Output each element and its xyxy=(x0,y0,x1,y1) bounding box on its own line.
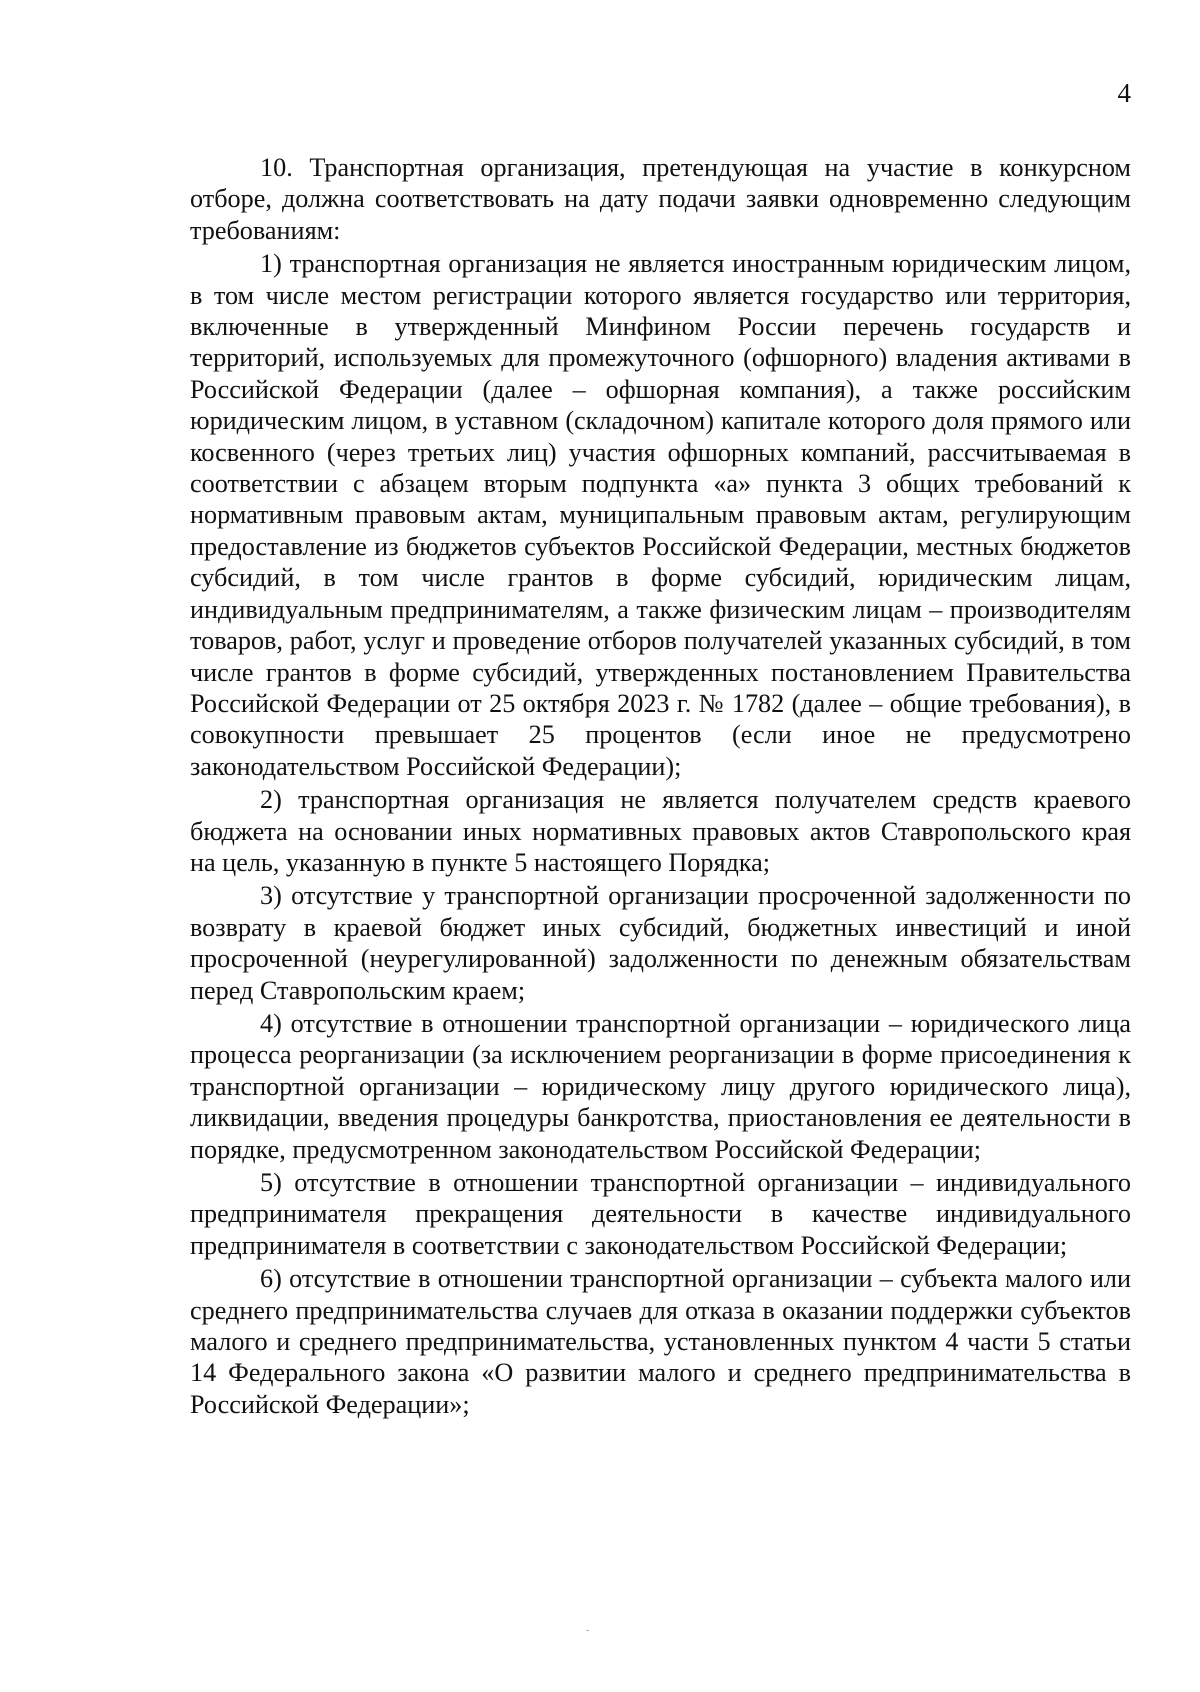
page-number: 4 xyxy=(1117,78,1131,108)
paragraph-subitem-5: 5) отсутствие в отношении транспортной организации – индивидуального предпринимателя прекращения деятельности в качестве индивидуального предпринимателя в соответствии с законодательством Российской Федерации; xyxy=(190,1168,1131,1260)
paragraph-item-10: 10. Транспортная организация, претендующая на участие в конкурсном отборе, должна соответствовать на дату подачи заявки одновременно следующим требованиям: xyxy=(190,153,1131,245)
paragraph-subitem-1: 1) транспортная организация не является иностранным юридическим лицом, в том числе местом регистрации которого является государство или территория, включенные в утвержденный Минфином России перечень государств и территорий, используемых для промежуточного (офшорного) владения активами в Российской Федерации (далее – офшорная компания), а также российским юридическим лицом, в уставном (складочном) капитале которого доля прямого или косвенного (через третьих лиц) участия офшорных компаний, рассчитываемая в соответствии с абзацем вторым подпункта «а» пункта 3 общих требований к нормативным правовым актам, муниципальным правовым актам, регулирующим предоставление из бюджетов субъектов Российской Федерации, местных бюджетов субсидий, в том числе грантов в форме субсидий, юридическим лицам, индивидуальным предпринимателям, а также физическим лицам – производителям товаров, работ, услуг и проведение отборов получателей указанных субсидий, в том числе грантов в форме субсидий, утвержденных постановлением Правительства Российской Федерации от 25 октября 2023 г. № 1782 (далее – общие требования), в совокупности превышает 25 процентов (если иное не предусмотрено законодательством Российской Федерации); xyxy=(190,249,1131,781)
paragraph-subitem-4: 4) отсутствие в отношении транспортной организации – юридического лица процесса реорганизации (за исключением реорганизации в форме присоединения к транспортной организации – юридическому лицу другого юридического лица), ликвидации, введения процедуры банкротства, приостановления ее деятельности в порядке, предусмотренном законодательством Российской Федерации; xyxy=(190,1008,1131,1164)
paragraph-subitem-6: 6) отсутствие в отношении транспортной организации – субъекта малого или среднего предпринимательства случаев для отказа в оказании поддержки субъектов малого и среднего предпринимательства, установленных пунктом 4 части 5 статьи 14 Федерального закона «О развитии малого и среднего предпринимательства в Российской Федерации»; xyxy=(190,1264,1131,1419)
scan-artifact-dot xyxy=(586,1630,589,1631)
paragraph-subitem-2: 2) транспортная организация не является получателем средств краевого бюджета на основании иных нормативных правовых актов Ставропольского края на цель, указанную в пункте 5 настоящего Порядка; xyxy=(190,785,1131,877)
document-body xyxy=(190,152,1131,1422)
paragraph-subitem-3: 3) отсутствие у транспортной организации просроченной задолженности по возврату в краевой бюджет иных субсидий, бюджетных инвестиций и иной просроченной (неурегулированной) задолженности по денежным обязательствам перед Ставропольским краем; xyxy=(190,881,1131,1005)
